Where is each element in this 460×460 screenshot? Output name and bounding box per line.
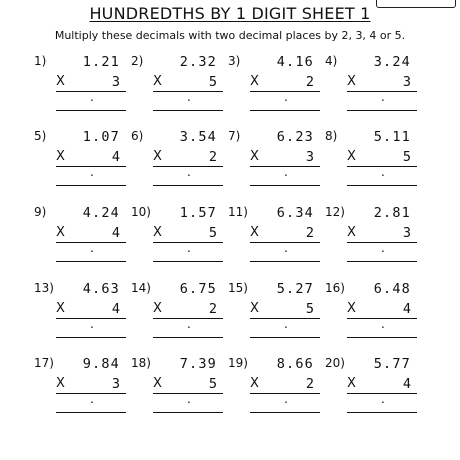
problem-number: 14) [131,281,151,295]
times-sign: X [153,225,162,240]
problem-number: 20) [325,356,345,370]
multiplicand: 8.66 [276,356,314,372]
times-sign: X [250,74,259,89]
multiplicand: 4.63 [82,281,120,297]
decimal-point: . [381,90,385,104]
page-title: HUNDREDTHS BY 1 DIGIT SHEET 1 [89,4,371,23]
times-sign: X [153,301,162,316]
answer-rule-bottom [347,412,417,413]
times-sign: X [347,225,356,240]
multiplier: 4 [111,149,120,165]
problem-number: 1) [34,54,47,68]
problem-14 [127,279,223,345]
multiplicand: 6.48 [373,281,411,297]
times-sign: X [153,149,162,164]
problem-number: 6) [131,129,144,143]
decimal-point: . [90,317,94,331]
times-sign: X [250,149,259,164]
multiplicand: 4.16 [276,54,314,70]
multiplicand: 4.24 [82,205,120,221]
multiplicand: 6.34 [276,205,314,221]
decimal-point: . [90,90,94,104]
multiplicand: 6.75 [179,281,217,297]
problem-17 [30,354,126,420]
problem-number: 8) [325,129,338,143]
problem-15 [224,279,320,345]
times-sign: X [56,376,65,391]
times-sign: X [347,74,356,89]
times-sign: X [347,301,356,316]
times-sign: X [56,74,65,89]
decimal-point: . [381,392,385,406]
answer-rule-bottom [56,261,126,262]
times-sign: X [347,149,356,164]
multiplier: 2 [208,301,217,317]
decimal-point: . [284,165,288,179]
answer-rule-bottom [56,185,126,186]
problem-number: 19) [228,356,248,370]
multiplier: 3 [305,149,314,165]
multiplicand: 2.32 [179,54,217,70]
multiplier: 2 [305,74,314,90]
multiplicand: 5.77 [373,356,411,372]
decimal-point: . [284,241,288,255]
multiplicand: 3.54 [179,129,217,145]
multiplicand: 1.21 [82,54,120,70]
times-sign: X [56,225,65,240]
problem-number: 11) [228,205,248,219]
times-sign: X [347,376,356,391]
answer-rule-bottom [250,261,320,262]
multiplier: 2 [305,225,314,241]
problem-4 [321,52,417,118]
times-sign: X [153,376,162,391]
problem-12 [321,203,417,269]
answer-rule-bottom [153,261,223,262]
problem-13 [30,279,126,345]
answer-rule-bottom [56,110,126,111]
answer-rule-bottom [153,412,223,413]
decimal-point: . [90,392,94,406]
answer-rule-bottom [250,185,320,186]
decimal-point: . [381,241,385,255]
multiplier: 3 [402,74,411,90]
problem-number: 7) [228,129,241,143]
decimal-point: . [90,165,94,179]
multiplier: 5 [208,74,217,90]
problem-6 [127,127,223,193]
multiplicand: 9.84 [82,356,120,372]
answer-rule-bottom [347,185,417,186]
answer-rule-bottom [347,261,417,262]
multiplier: 4 [402,301,411,317]
multiplier: 5 [208,376,217,392]
multiplicand: 3.24 [373,54,411,70]
multiplicand: 5.11 [373,129,411,145]
problem-number: 3) [228,54,241,68]
multiplier: 5 [402,149,411,165]
problem-5 [30,127,126,193]
problem-number: 17) [34,356,54,370]
problem-number: 5) [34,129,47,143]
decimal-point: . [187,90,191,104]
multiplicand: 1.57 [179,205,217,221]
multiplier: 3 [402,225,411,241]
multiplier: 5 [305,301,314,317]
multiplier: 4 [111,225,120,241]
answer-rule-bottom [347,110,417,111]
problem-8 [321,127,417,193]
answer-rule-bottom [153,337,223,338]
multiplier: 3 [111,74,120,90]
problem-7 [224,127,320,193]
times-sign: X [153,74,162,89]
multiplier: 4 [111,301,120,317]
times-sign: X [56,149,65,164]
multiplier: 5 [208,225,217,241]
problem-number: 18) [131,356,151,370]
problem-3 [224,52,320,118]
problem-16 [321,279,417,345]
multiplicand: 7.39 [179,356,217,372]
decimal-point: . [381,317,385,331]
problem-11 [224,203,320,269]
problem-2 [127,52,223,118]
answer-rule-bottom [250,110,320,111]
answer-rule-bottom [56,337,126,338]
multiplier: 2 [305,376,314,392]
problem-9 [30,203,126,269]
problem-number: 2) [131,54,144,68]
decimal-point: . [284,90,288,104]
problem-number: 16) [325,281,345,295]
problem-1 [30,52,126,118]
decimal-point: . [187,392,191,406]
problem-19 [224,354,320,420]
times-sign: X [250,301,259,316]
answer-rule-bottom [56,412,126,413]
instructions: Multiply these decimals with two decimal places by 2, 3, 4 or 5. [54,29,406,42]
problem-number: 15) [228,281,248,295]
decimal-point: . [381,165,385,179]
decimal-point: . [187,241,191,255]
problem-number: 9) [34,205,47,219]
problem-number: 10) [131,205,151,219]
times-sign: X [250,225,259,240]
problem-number: 12) [325,205,345,219]
multiplicand: 5.27 [276,281,314,297]
times-sign: X [250,376,259,391]
multiplier: 2 [208,149,217,165]
multiplier: 3 [111,376,120,392]
answer-rule-bottom [250,337,320,338]
problem-20 [321,354,417,420]
decimal-point: . [284,392,288,406]
answer-rule-bottom [347,337,417,338]
decimal-point: . [187,317,191,331]
answer-rule-bottom [153,185,223,186]
decimal-point: . [90,241,94,255]
multiplicand: 1.07 [82,129,120,145]
decimal-point: . [284,317,288,331]
multiplier: 4 [402,376,411,392]
problem-number: 4) [325,54,338,68]
times-sign: X [56,301,65,316]
problem-18 [127,354,223,420]
answer-rule-bottom [153,110,223,111]
problem-10 [127,203,223,269]
multiplicand: 6.23 [276,129,314,145]
multiplicand: 2.81 [373,205,411,221]
answer-rule-bottom [250,412,320,413]
decimal-point: . [187,165,191,179]
problem-number: 13) [34,281,54,295]
